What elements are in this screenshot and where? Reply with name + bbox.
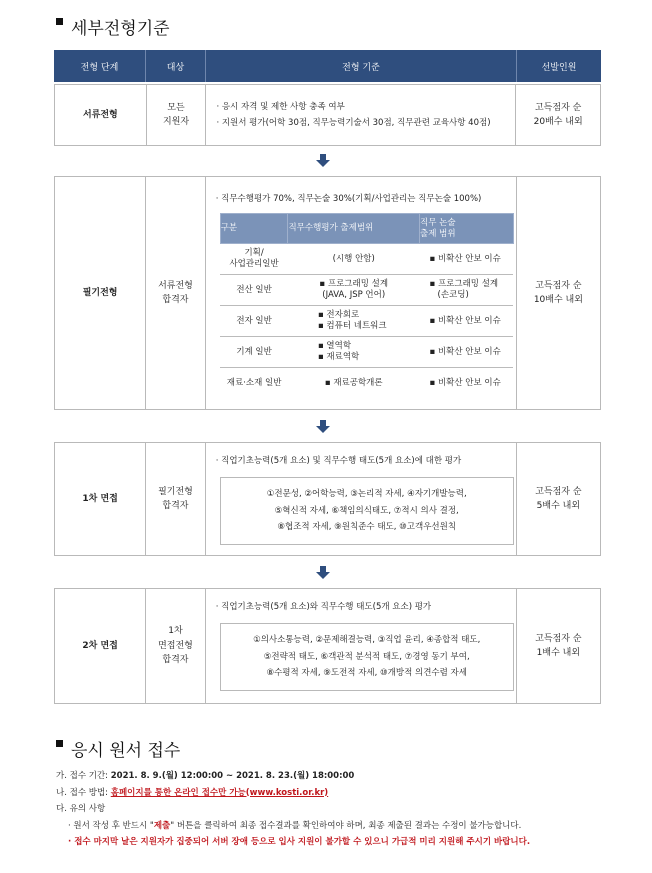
stage-document bbox=[54, 84, 601, 146]
stage-target: 필기전형 합격자 bbox=[146, 443, 206, 555]
header-selection: 선발인원 bbox=[541, 62, 577, 73]
stage-selection: 고득점자 순 1배수 내외 bbox=[535, 633, 582, 658]
stage-interview-1 bbox=[54, 442, 601, 556]
table-row: 기계 일반 ▪ 열역학 ▪ 재료역학 ▪ 비확산 안보 이슈 bbox=[220, 337, 513, 368]
section-title-criteria: 세부전형기준 bbox=[56, 14, 170, 39]
bullet-square-icon bbox=[56, 18, 63, 25]
stage-target: 모든 지원자 bbox=[147, 85, 207, 145]
stage-criteria: · 직업기초능력(5개 요소) 및 직무수행 태도(5개 요소)에 대한 평가 ①전문성, ②어학능력, ③논리적 자세, ④자기개발능력, ⑤혁신적 자세, ⑥책임의식태도, ⑦적시 의사 결정, ⑧협조적 자세, ⑨원칙준수 태도, ⑩고객우선원칙 bbox=[206, 443, 517, 555]
header-target: 대상 bbox=[146, 50, 206, 82]
stage-selection: 고득점자 순 5배수 내외 bbox=[535, 486, 582, 511]
stage-selection: 고득점자 순 20배수 내외 bbox=[533, 102, 583, 127]
stage-name: 1차 면접 bbox=[55, 443, 146, 555]
stage-criteria: · 직무수행평가 70%, 직무논술 30%(기획/사업관리는 직무논술 100%) 구분 직무수행평가 출제범위 직무 논술 출제 범위 기획/ 사업관리일반 (시행 안함) ▪ 비확산 안보 이슈 전산 일반 ▪ 프로그래밍 설계 (JAVA, JSP 언어) ▪ 프로그래밍 설계 (손코딩) 전자 일반 ▪ 전자회로 ▪ 컴퓨터 네트워크 ▪ 비확산 안보 이슈 기계 일반 ▪ 열역학 ▪ 재료역학 ▪ 비확산 안보 이슈 재료·소재 일반 ▪ 재료공학개론 ▪ 비확산 안보 이슈 bbox=[206, 177, 517, 409]
header-criteria: 전형 기준 bbox=[206, 50, 517, 82]
note-submit: · 원서 작성 후 반드시 "제출" 버튼을 클릭하여 최종 접수결과를 확인하여야 하며, 최종 제출된 결과는 수정이 불가능합니다. bbox=[68, 820, 522, 831]
section-title-application: 응시 원서 접수 bbox=[56, 736, 180, 761]
col-category: 구분 bbox=[220, 214, 288, 244]
stage-name: 필기전형 bbox=[55, 177, 146, 409]
application-info bbox=[56, 768, 530, 851]
table-row: 재료·소재 일반 ▪ 재료공학개론 ▪ 비확산 안보 이슈 bbox=[226, 377, 501, 388]
notes-label: 다. 유의 사항 bbox=[56, 804, 106, 815]
stage-name: 2차 면접 bbox=[55, 589, 146, 703]
stage-criteria: · 직업기초능력(5개 요소)와 직무수행 태도(5개 요소) 평가 ①의사소통능력, ②문제해결능력, ③직업 윤리, ④종합적 태도, ⑤전략적 태도, ⑥객관적 분석적 태도, ⑦경영 동기 부여, ⑧수평적 자세, ⑨도전적 자세, ⑩개방적 의견수렴 자세 bbox=[206, 589, 517, 703]
table-row: 전산 일반 ▪ 프로그래밍 설계 (JAVA, JSP 언어) ▪ 프로그래밍 설계 (손코딩) bbox=[220, 275, 513, 306]
stage-target: 서류전형 합격자 bbox=[146, 177, 206, 409]
competency-box: ①전문성, ②어학능력, ③논리적 자세, ④자기개발능력, ⑤혁신적 자세, ⑥책임의식태도, ⑦적시 의사 결정, ⑧협조적 자세, ⑨원칙준수 태도, ⑩고객우선원칙 bbox=[220, 477, 514, 545]
application-method: 나. 접수 방법: 홈페이지를 통한 온라인 접수만 가능(www.kosti.or.kr) bbox=[56, 787, 329, 798]
stage-selection: 고득점자 순 10배수 내외 bbox=[533, 280, 583, 305]
note-deadline: · 접수 마지막 날은 지원자가 집중되어 서버 장애 등으로 입사 지원이 불가할 수 있으니 가급적 미리 지원해 주시기 바랍니다. bbox=[68, 837, 531, 848]
stage-written bbox=[54, 176, 601, 410]
competency-box: ①의사소통능력, ②문제해결능력, ③직업 윤리, ④종합적 태도, ⑤전략적 태도, ⑥객관적 분석적 태도, ⑦경영 동기 부여, ⑧수평적 자세, ⑨도전적 자세, ⑩개방적 의견수렴 자세 bbox=[220, 623, 514, 691]
header-stage: 전형 단계 bbox=[54, 50, 146, 82]
exam-scope-table bbox=[220, 213, 514, 399]
col-essay-scope: 직무 논술 출제 범위 bbox=[420, 214, 514, 244]
homepage-link[interactable]: 홈페이지를 통한 온라인 접수만 가능(www.kosti.or.kr) bbox=[110, 787, 329, 798]
stage-target: 1차 면접전형 합격자 bbox=[146, 589, 206, 703]
stage-interview-2 bbox=[54, 588, 601, 704]
table-header bbox=[54, 50, 601, 82]
table-row: 전자 일반 ▪ 전자회로 ▪ 컴퓨터 네트워크 ▪ 비확산 안보 이슈 bbox=[220, 306, 513, 337]
stage-name: 서류전형 bbox=[55, 85, 147, 145]
col-exam-scope: 직무수행평가 출제범위 bbox=[288, 214, 420, 244]
table-row: 기획/ 사업관리일반 (시행 안함) ▪ 비확산 안보 이슈 bbox=[220, 244, 513, 275]
application-period: 가. 접수 기간: 2021. 8. 9.(월) 12:00:00 ~ 2021. 8. 23.(월) 18:00:00 bbox=[56, 771, 355, 781]
stage-criteria: · 응시 자격 및 제한 사항 충족 여부 · 지원서 평가(어학 30점, 직무능력기술서 30점, 직무관련 교육사항 40점) bbox=[206, 85, 516, 145]
bullet-square-icon bbox=[56, 740, 63, 747]
